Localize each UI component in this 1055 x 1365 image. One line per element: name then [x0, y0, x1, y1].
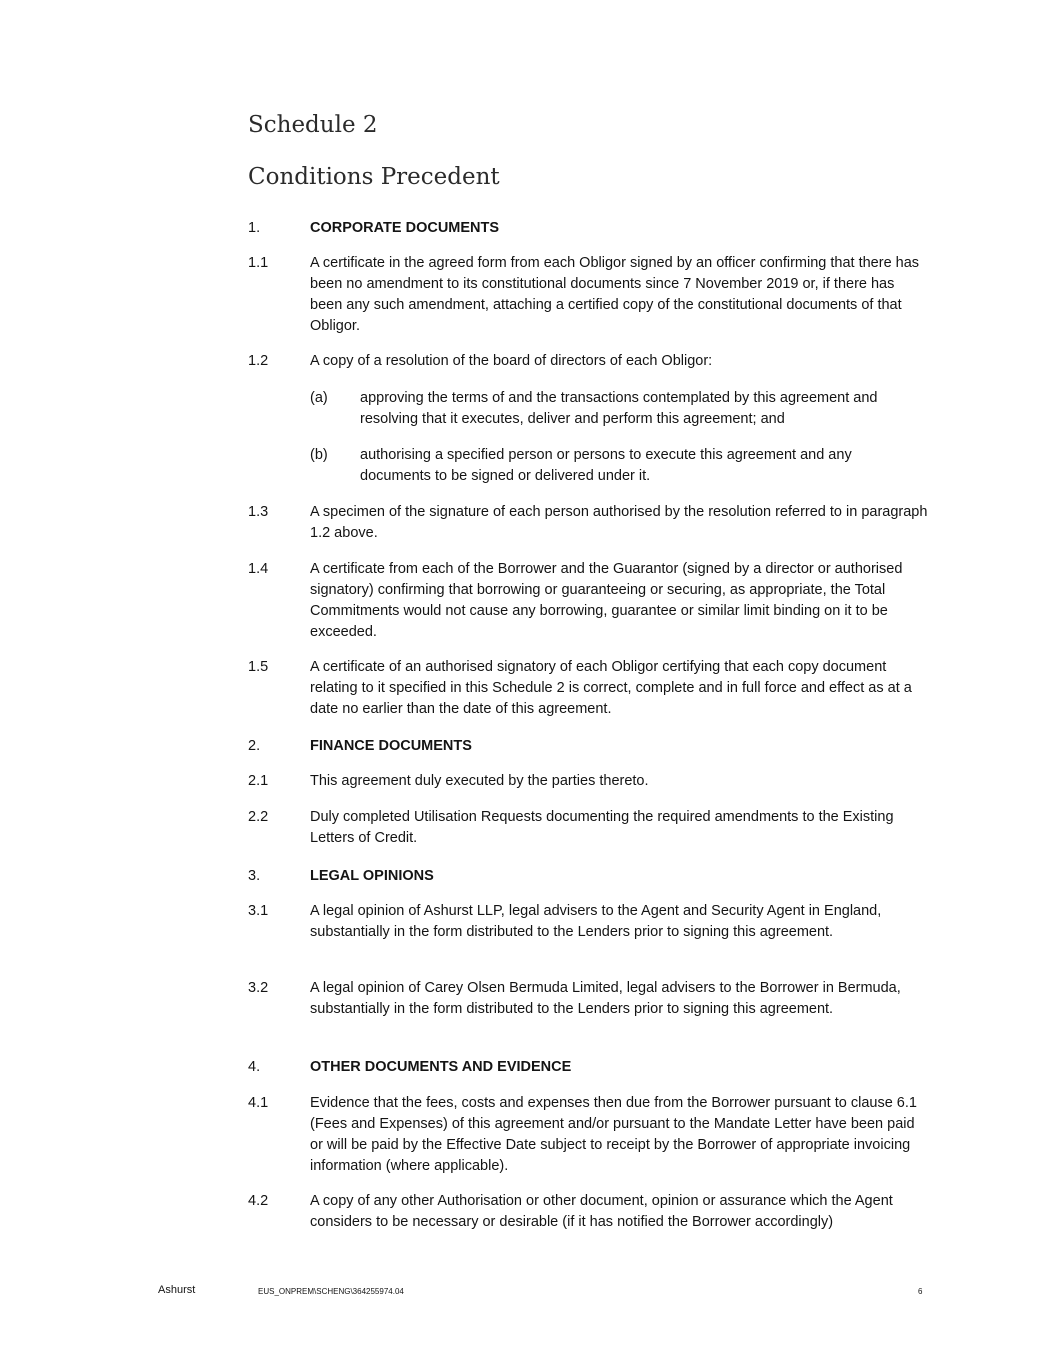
clause-1-1	[248, 253, 928, 337]
clause-number: 4.2	[248, 1193, 269, 1209]
clause-text: A specimen of the signature of each person authorised by the resolution referred to in paragraph 1.2 above.	[310, 504, 928, 541]
section-number: 2.	[248, 738, 261, 754]
section-heading-text: CORPORATE DOCUMENTS	[310, 220, 500, 236]
clause-text: A certificate of an authorised signatory of each Obligor certifying that each copy document relating to it specified in this Schedule 2 is correct, complete and in full force and effect as at a date no earlier than the date of this agreement.	[310, 659, 912, 717]
paragraph-text: authorising a specified person or persons to execute this agreement and any documents to be signed or delivered under it.	[360, 447, 852, 484]
clause-number: 1.4	[248, 561, 269, 577]
clause-text: This agreement duly executed by the parties thereto.	[310, 773, 649, 789]
paragraph-label: (a)	[310, 390, 328, 406]
section-heading-text: FINANCE DOCUMENTS	[310, 738, 472, 754]
section-number: 1.	[248, 220, 261, 236]
clause-1-3	[248, 502, 928, 544]
footer-page-number: 6	[918, 1287, 923, 1296]
section-heading-4	[248, 1057, 928, 1078]
clause-1-2	[248, 351, 928, 372]
clause-text: A legal opinion of Carey Olsen Bermuda Limited, legal advisers to the Borrower in Bermuda, substantially in the form distributed to the Lenders prior to signing this agreement.	[310, 980, 901, 1017]
section-number: 3.	[248, 868, 261, 884]
schedule-subtitle: Conditions Precedent	[248, 164, 500, 190]
clause-number: 2.2	[248, 809, 269, 825]
clause-3-2	[248, 978, 928, 1020]
clause-number: 1.5	[248, 659, 269, 675]
footer-firm-name: Ashurst	[158, 1284, 196, 1296]
section-heading-1	[248, 218, 928, 239]
clause-number: 3.1	[248, 903, 269, 919]
clause-text: A copy of a resolution of the board of directors of each Obligor:	[310, 353, 713, 369]
clause-text: Evidence that the fees, costs and expenses then due from the Borrower pursuant to clause 6.1 (Fees and Expenses) of this agreement and/or pursuant to the Mandate Letter have been paid or will be paid by the Effective Date subject to receipt by the Borrower of appropriate invoicing information (where applicable).	[310, 1095, 917, 1174]
clause-text: Duly completed Utilisation Requests documenting the required amendments to the Existing Letters of Credit.	[310, 809, 894, 846]
footer-document-reference: EUS_ONPREM\SCHENG\364255974.04	[258, 1287, 404, 1296]
clause-number: 2.1	[248, 773, 269, 789]
clause-1-5	[248, 657, 928, 720]
paragraph-1-2-a	[310, 388, 925, 430]
clause-number: 3.2	[248, 980, 269, 996]
clause-4-2	[248, 1191, 928, 1233]
section-heading-text: LEGAL OPINIONS	[310, 868, 434, 884]
paragraph-1-2-b	[310, 445, 925, 487]
clause-number: 1.2	[248, 353, 269, 369]
clause-3-1	[248, 901, 928, 943]
clause-text: A certificate from each of the Borrower and the Guarantor (signed by a director or authorised signatory) confirming that borrowing or guaranteeing or securing, as appropriate, the Total Commitments would not cause any borrowing, guarantee or similar limit binding on it to be exceeded.	[310, 561, 903, 640]
clause-2-1	[248, 771, 928, 792]
clause-4-1	[248, 1093, 928, 1177]
clause-2-2	[248, 807, 928, 849]
section-heading-3	[248, 866, 928, 887]
paragraph-text: approving the terms of and the transactions contemplated by this agreement and resolving that it executes, deliver and perform this agreement; and	[360, 390, 878, 427]
paragraph-label: (b)	[310, 447, 328, 463]
schedule-title: Schedule 2	[248, 112, 378, 138]
section-heading-text: OTHER DOCUMENTS AND EVIDENCE	[310, 1059, 572, 1075]
clause-text: A certificate in the agreed form from each Obligor signed by an officer confirming that there has been no amendment to its constitutional documents since 7 November 2019 or, if there has been any such amendment, attaching a certified copy of the constitutional documents of that Obligor.	[310, 255, 920, 334]
clause-number: 4.1	[248, 1095, 269, 1111]
clause-1-4	[248, 559, 928, 643]
clause-number: 1.1	[248, 255, 269, 271]
section-number: 4.	[248, 1059, 261, 1075]
clause-text: A legal opinion of Ashurst LLP, legal advisers to the Agent and Security Agent in England, substantially in the form distributed to the Lenders prior to signing this agreement.	[310, 903, 882, 940]
section-heading-2	[248, 736, 928, 757]
clause-number: 1.3	[248, 504, 269, 520]
clause-text: A copy of any other Authorisation or other document, opinion or assurance which the Agent considers to be necessary or desirable (if it has notified the Borrower accordingly)	[310, 1193, 893, 1230]
